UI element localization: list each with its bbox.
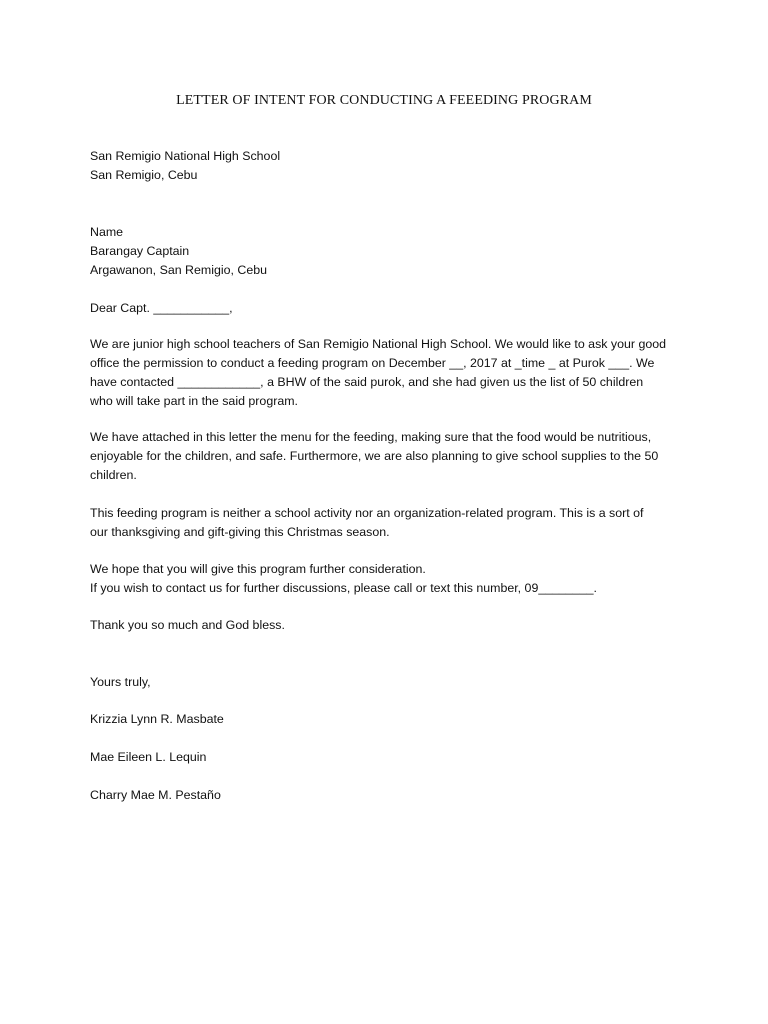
sender-block bbox=[90, 147, 690, 185]
sender-school: San Remigio National High School bbox=[90, 149, 281, 163]
paragraph-line: If you wish to contact us for further discussions, please call or text this number, 09________. bbox=[90, 581, 597, 595]
paragraph-line: We have attached in this letter the menu for the feeding, making sure that the food would be nutritious, bbox=[90, 430, 652, 444]
paragraph-line: This feeding program is neither a school activity nor an organization-related program. This is a sort of bbox=[90, 506, 644, 520]
recipient-position: Barangay Captain bbox=[90, 244, 190, 258]
paragraph-contact bbox=[90, 560, 690, 598]
paragraph-line: office the permission to conduct a feeding program on December __, 2017 at _time _ at Purok ___. We bbox=[90, 356, 655, 370]
sender-address: San Remigio, Cebu bbox=[90, 168, 198, 182]
signatory-name: Mae Eileen L. Lequin bbox=[90, 750, 207, 764]
paragraph-line: enjoyable for the children, and safe. Furthermore, we are also planning to give school supplies to the 50 bbox=[90, 449, 659, 463]
signatory-name: Charry Mae M. Pestaño bbox=[90, 788, 221, 802]
letter-title: LETTER OF INTENT FOR CONDUCTING A FEEEDING PROGRAM bbox=[176, 93, 592, 108]
recipient-address: Argawanon, San Remigio, Cebu bbox=[90, 263, 268, 277]
paragraph-line: who will take part in the said program. bbox=[90, 394, 298, 408]
recipient-name: Name bbox=[90, 225, 124, 239]
paragraph-line: We hope that you will give this program further consideration. bbox=[90, 562, 426, 576]
thanks-line: Thank you so much and God bless. bbox=[90, 618, 285, 632]
paragraph-request bbox=[90, 335, 690, 411]
paragraph-line: children. bbox=[90, 468, 137, 482]
recipient-block bbox=[90, 223, 690, 280]
paragraph-line: We are junior high school teachers of San Remigio National High School. We would like to ask your good bbox=[90, 337, 667, 351]
salutation: Dear Capt. ___________, bbox=[90, 301, 233, 315]
paragraph-menu bbox=[90, 428, 690, 485]
paragraph-line: our thanksgiving and gift-giving this Christmas season. bbox=[90, 525, 390, 539]
signatory-name: Krizzia Lynn R. Masbate bbox=[90, 712, 224, 726]
paragraph-purpose bbox=[90, 504, 690, 542]
closing-line: Yours truly, bbox=[90, 675, 151, 689]
paragraph-line: have contacted ____________, a BHW of the said purok, and she had given us the list of 50 children bbox=[90, 375, 644, 389]
